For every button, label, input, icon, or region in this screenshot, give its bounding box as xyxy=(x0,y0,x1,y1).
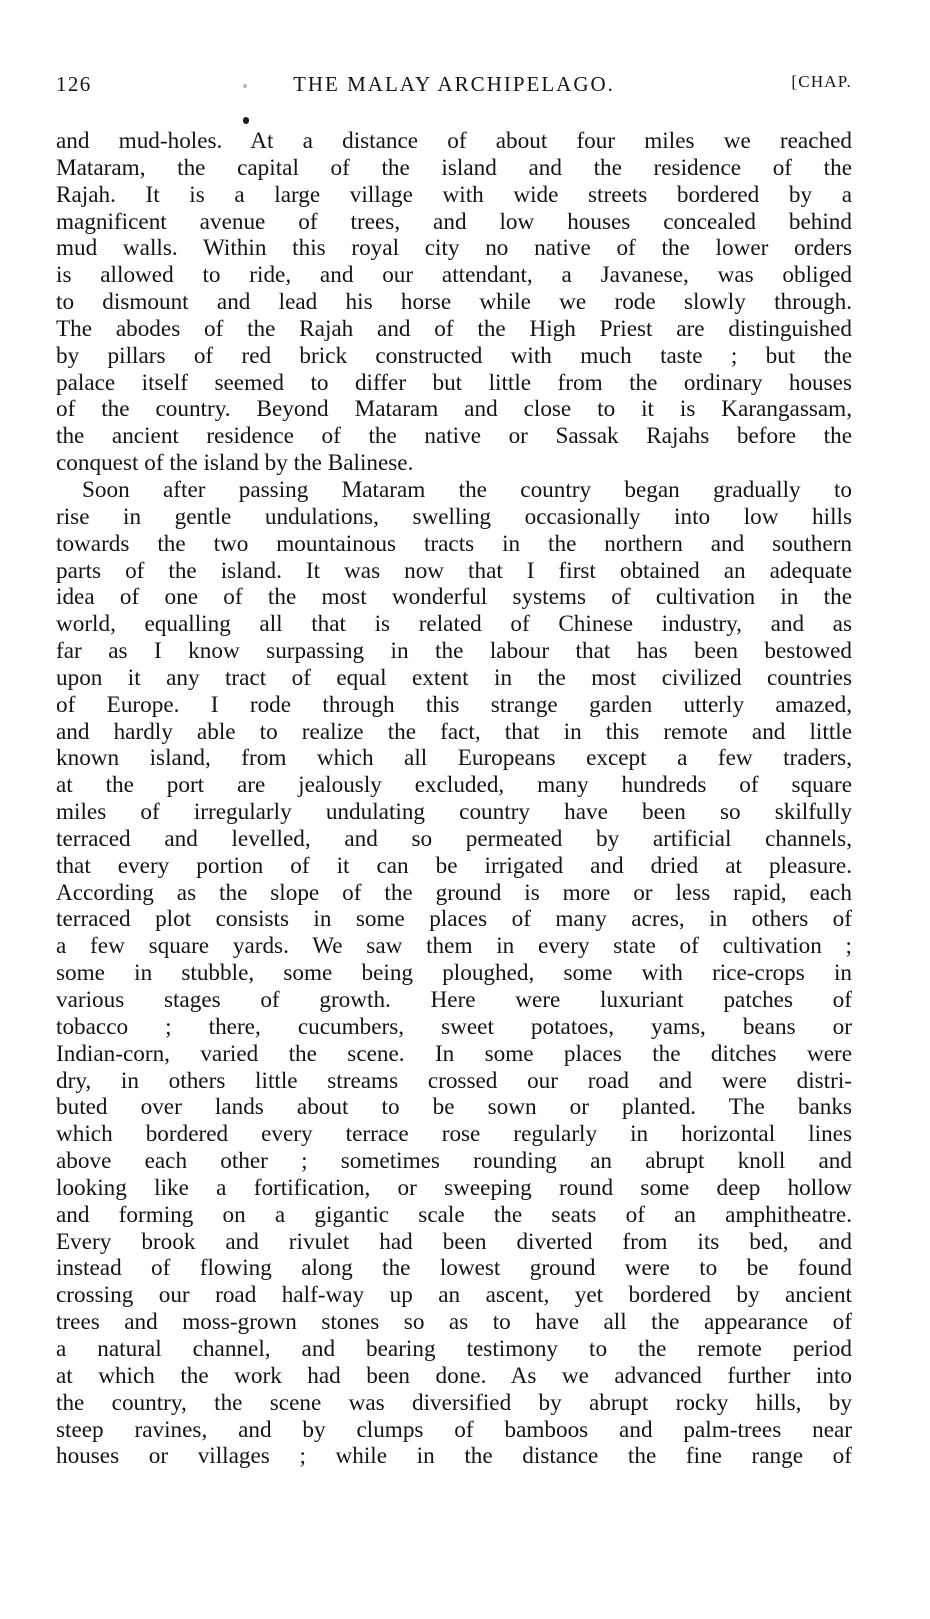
text-line: steep ravines, and by clumps of bamboos and palm-trees near xyxy=(56,1416,852,1443)
text-line: known island, from which all Europeans except a few traders, xyxy=(56,745,852,772)
paragraph-cultivation xyxy=(56,477,852,1470)
text-line: the ancient residence of the native or Sassak Rajahs before the xyxy=(56,423,852,450)
running-header xyxy=(56,72,852,104)
text-line: and mud-holes. At a distance of about four miles we reached xyxy=(56,128,852,154)
text-line: Every brook and rivulet had been diverted from its bed, and xyxy=(56,1228,852,1255)
text-line: at which the work had been done. As we advanced further into xyxy=(56,1362,852,1389)
text-line: parts of the island. It was now that I first obtained an adequate xyxy=(56,557,852,584)
ink-speck xyxy=(243,84,247,88)
text-line: instead of flowing along the lowest ground were to be found xyxy=(56,1255,852,1282)
ink-dot xyxy=(243,117,249,124)
text-line: above each other ; sometimes rounding an abrupt knoll and xyxy=(56,1148,852,1175)
text-line: and forming on a gigantic scale the seats of an amphitheatre. xyxy=(56,1201,852,1228)
text-line: looking like a fortification, or sweeping round some deep hollow xyxy=(56,1174,852,1201)
text-line: magnificent avenue of trees, and low houses concealed behind xyxy=(56,208,852,235)
text-line: of Europe. I rode through this strange garden utterly amazed, xyxy=(56,691,852,718)
text-line: upon it any tract of equal extent in the most civilized countries xyxy=(56,664,852,691)
text-line: a few square yards. We saw them in every state of cultivation ; xyxy=(56,933,852,960)
text-line: which bordered every terrace rose regularly in horizontal lines xyxy=(56,1121,852,1148)
text-line: some in stubble, some being ploughed, some with rice-crops in xyxy=(56,960,852,987)
text-line: Soon after passing Mataram the country began gradually to xyxy=(82,476,852,503)
text-line: Rajah. It is a large village with wide streets bordered by a xyxy=(56,181,852,208)
text-line: palace itself seemed to differ but little from the ordinary houses xyxy=(56,369,852,396)
text-line: at the port are jealously excluded, many hundreds of square xyxy=(56,772,852,799)
body-text xyxy=(56,128,852,1470)
text-line: towards the two mountainous tracts in the northern and southern xyxy=(56,530,852,557)
text-line: miles of irregularly undulating country have been so skilfully xyxy=(56,799,852,826)
text-line: The abodes of the Rajah and of the High Priest are distinguished xyxy=(56,315,852,342)
text-line: and hardly able to realize the fact, that in this remote and little xyxy=(56,718,852,745)
text-line: mud walls. Within this royal city no native of the lower orders xyxy=(56,235,852,262)
text-line: that every portion of it can be irrigated and dried at pleasure. xyxy=(56,852,852,879)
text-line: to dismount and lead his horse while we rode slowly through. xyxy=(56,289,852,316)
text-line: world, equalling all that is related of Chinese industry, and as xyxy=(56,611,852,638)
text-line: trees and moss-grown stones so as to have all the appearance of xyxy=(56,1309,852,1336)
text-line: buted over lands about to be sown or planted. The banks xyxy=(56,1094,852,1121)
text-line: dry, in others little streams crossed our road and were distri- xyxy=(56,1067,852,1094)
text-line: Indian-corn, varied the scene. In some places the ditches were xyxy=(56,1040,852,1067)
text-line: Mataram, the capital of the island and the residence of the xyxy=(56,154,852,181)
text-line: the country, the scene was diversified by abrupt rocky hills, by xyxy=(56,1389,852,1416)
text-line: a natural channel, and bearing testimony to the remote period xyxy=(56,1335,852,1362)
page-number: 126 xyxy=(56,72,92,96)
text-line: crossing our road half-way up an ascent, yet bordered by ancient xyxy=(56,1282,852,1309)
text-line: tobacco ; there, cucumbers, sweet potatoes, yams, beans or xyxy=(56,1013,852,1040)
text-line: According as the slope of the ground is more or less rapid, each xyxy=(56,879,852,906)
text-line: idea of one of the most wonderful systems of cultivation in the xyxy=(56,584,852,611)
text-line: by pillars of red brick constructed with much taste ; but the xyxy=(56,342,852,369)
running-title: THE MALAY ARCHIPELAGO. xyxy=(293,72,615,96)
text-line: rise in gentle undulations, swelling occasionally into low hills xyxy=(56,503,852,530)
text-line: various stages of growth. Here were luxuriant patches of xyxy=(56,987,852,1013)
text-line: conquest of the island by the Balinese. xyxy=(56,450,414,477)
text-line: terraced plot consists in some places of many acres, in others of xyxy=(56,906,852,933)
text-line: is allowed to ride, and our attendant, a Javanese, was obliged xyxy=(56,262,852,289)
text-line: of the country. Beyond Mataram and close to it is Karangassam, xyxy=(56,396,852,423)
text-line: far as I know surpassing in the labour that has been bestowed xyxy=(56,638,852,665)
paragraph-continuation xyxy=(56,128,852,477)
chapter-mark: [CHAP. xyxy=(791,72,852,91)
text-line: houses or villages ; while in the distance the fine range of xyxy=(56,1443,852,1470)
text-line: terraced and levelled, and so permeated by artificial channels, xyxy=(56,825,852,852)
